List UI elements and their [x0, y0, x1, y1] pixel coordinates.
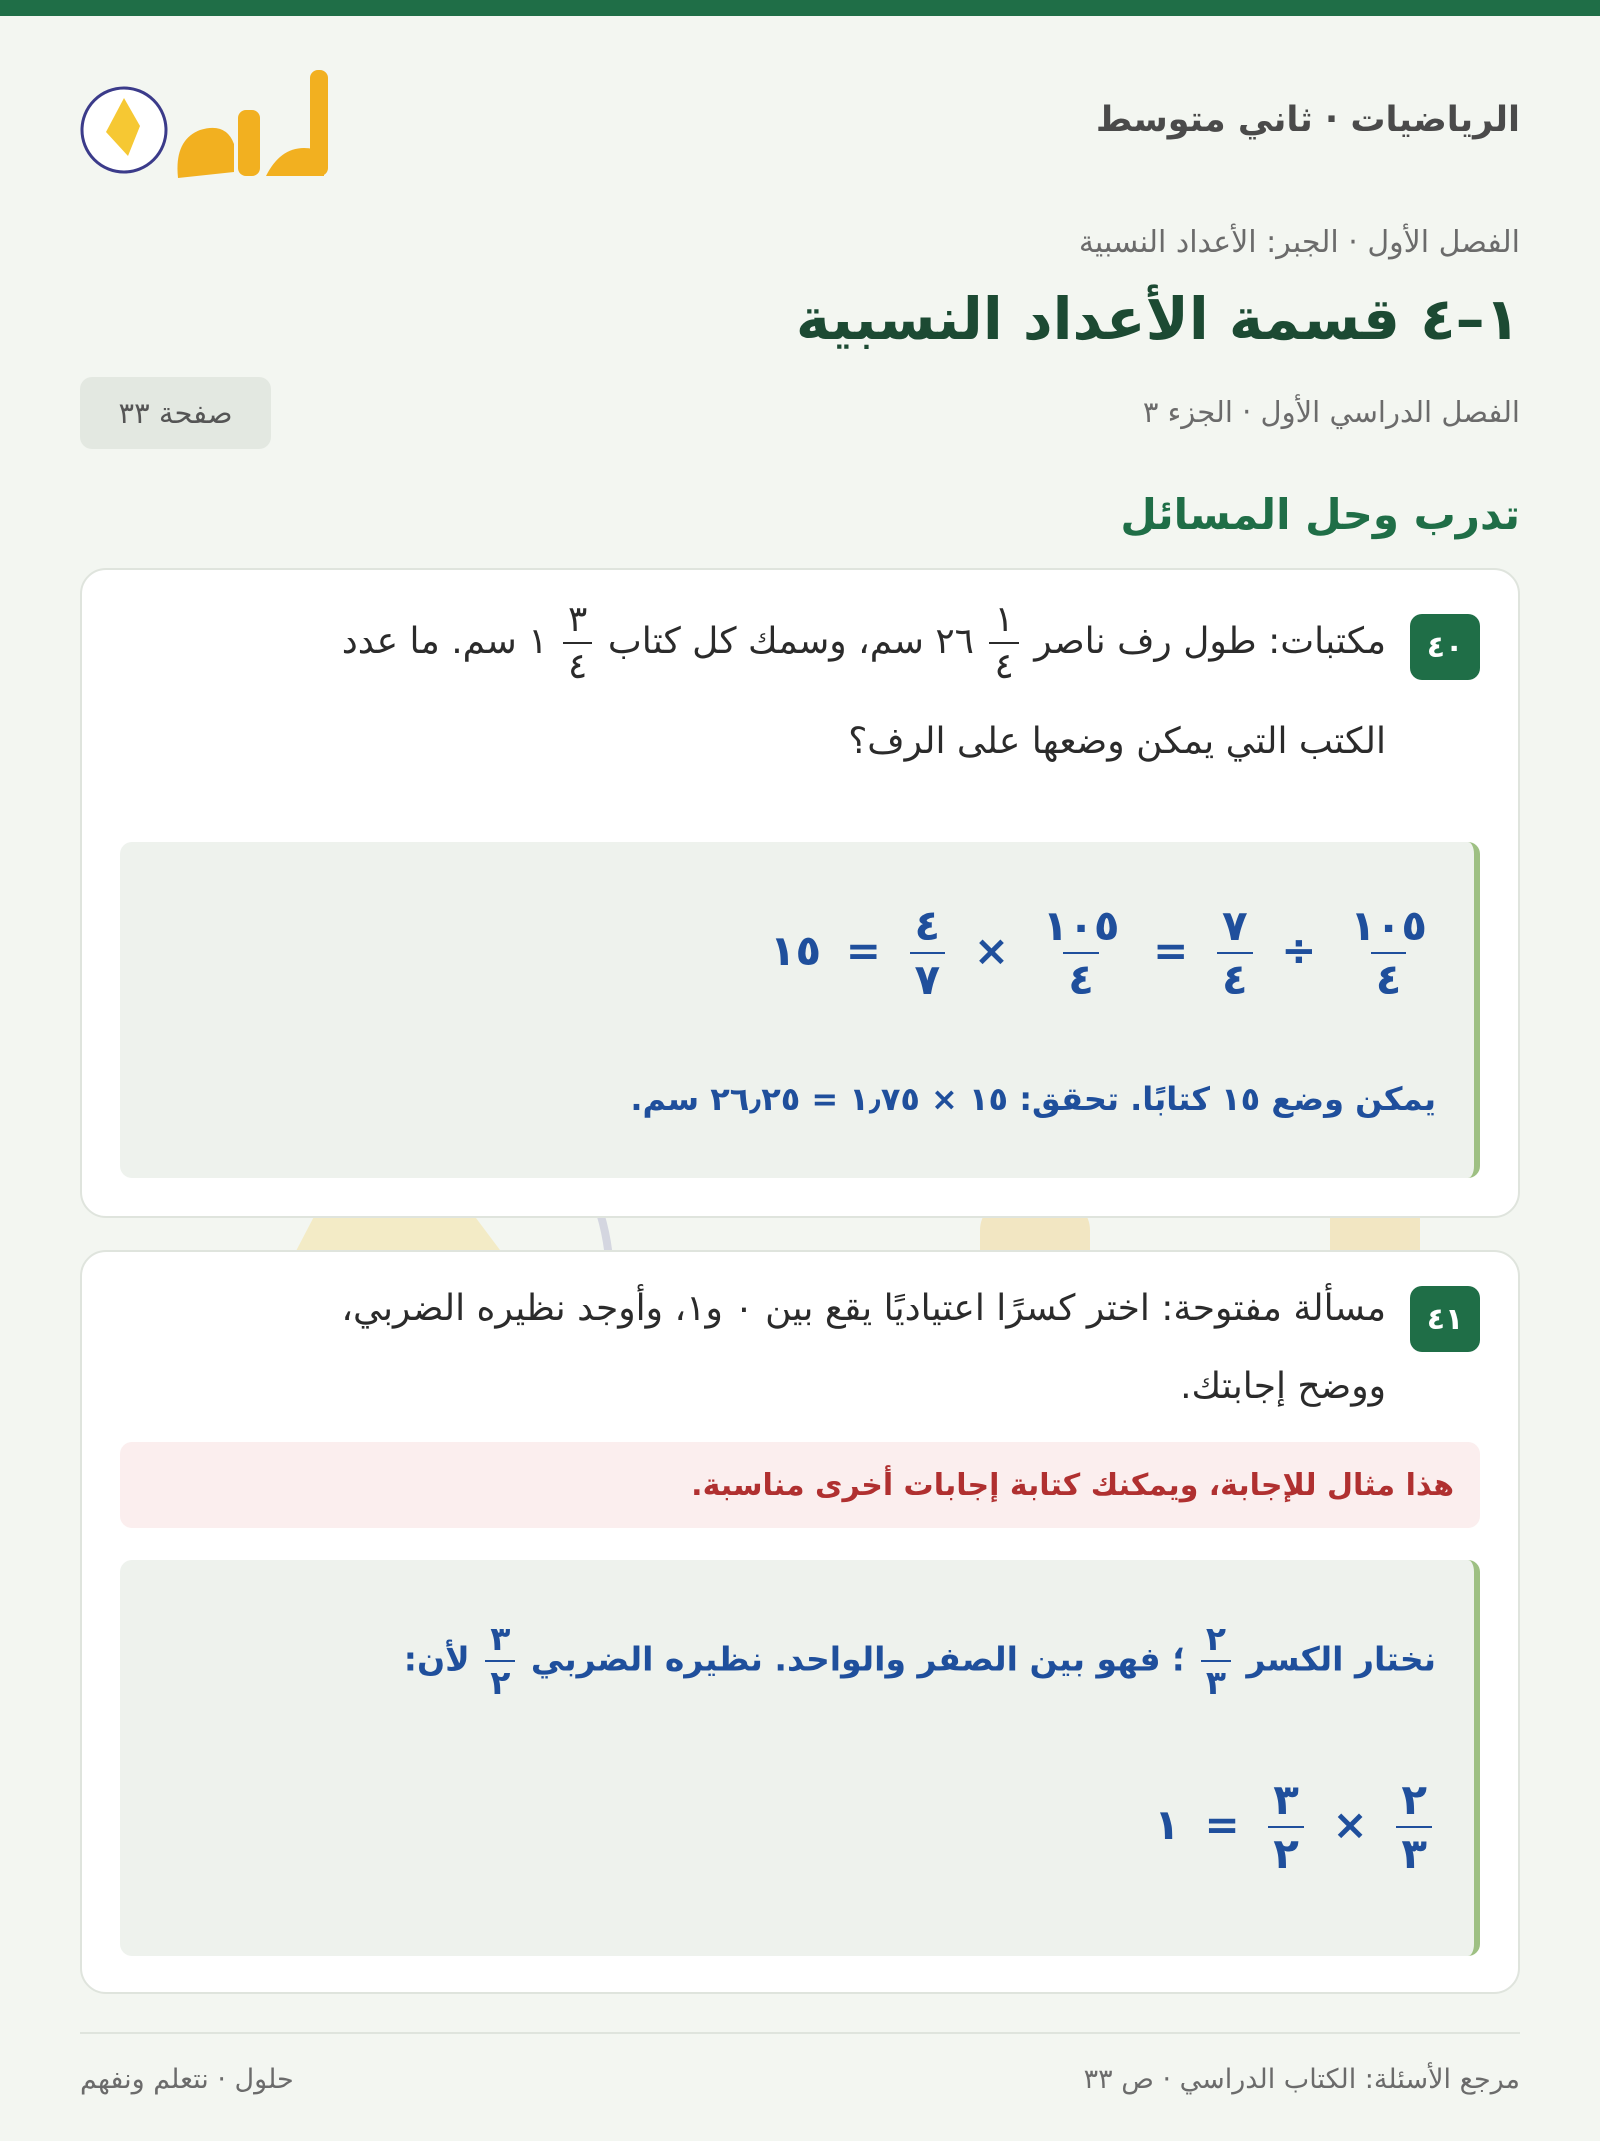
- fraction: [1396, 1776, 1432, 1879]
- solution-box: [120, 842, 1480, 1178]
- fraction: [910, 902, 946, 1005]
- fraction-numerator: ٣: [568, 598, 588, 640]
- fraction-denominator: ٢: [485, 1660, 515, 1702]
- multiply-operator: ×: [973, 925, 1010, 975]
- fraction-numerator: ٣: [1273, 1775, 1299, 1824]
- fraction: [1345, 902, 1432, 1005]
- fraction-denominator: ٧: [910, 952, 946, 1004]
- lesson-title: ١–٤ قسمة الأعداد النسبية: [795, 285, 1520, 353]
- solution-text-part: لأن:: [403, 1639, 470, 1679]
- fraction-denominator: ٣: [1396, 1826, 1432, 1878]
- example-answer-alert: هذا مثال للإجابة، ويمكنك كتابة إجابات أخرى مناسبة.: [120, 1442, 1480, 1528]
- solution-equation: [1154, 1776, 1436, 1879]
- fraction: [1038, 902, 1125, 1005]
- solution-box: [120, 1560, 1480, 1956]
- page-header: [80, 60, 1520, 190]
- question-text-part: ١ سم. ما عدد: [341, 621, 548, 662]
- page-number-badge: صفحة ٣٣: [80, 377, 271, 449]
- fraction-numerator: ١٠٥: [1042, 901, 1120, 950]
- question-line: [342, 592, 1386, 692]
- question-line: مسألة مفتوحة: اختر كسرًا اعتياديًا يقع بين ٠ و١، وأوجد نظيره الضربي،: [341, 1288, 1386, 1329]
- fraction-denominator: ٤: [989, 642, 1018, 687]
- fraction-numerator: ٢: [1205, 1619, 1226, 1658]
- solution-equation: [770, 902, 1436, 1005]
- question-text-part: ٢٦ سم، وسمك كل كتاب: [607, 621, 974, 662]
- equals-operator: =: [1153, 925, 1189, 975]
- fraction-numerator: ٤: [914, 901, 941, 950]
- question-line: الكتب التي يمكن وضعها على الرف؟: [848, 721, 1386, 762]
- fraction: [989, 599, 1018, 688]
- semester-label: الفصل الدراسي الأول · الجزء ٣: [1142, 395, 1520, 429]
- fraction-denominator: ٢: [1268, 1826, 1304, 1878]
- fraction-denominator: ٤: [563, 642, 592, 687]
- question-line: ووضح إجابتك.: [1180, 1366, 1386, 1407]
- question-number-badge: ٤١: [1410, 1286, 1480, 1352]
- question-number-badge: ٤٠: [1410, 614, 1480, 680]
- equation-result: ١٥: [769, 925, 822, 975]
- breadcrumb: الفصل الأول · الجبر: الأعداد النسبية: [1078, 225, 1520, 260]
- footer-source: مرجع الأسئلة: الكتاب الدراسي · ص ٣٣: [1083, 2064, 1520, 2095]
- fraction-denominator: ٤: [1063, 952, 1099, 1004]
- top-accent-bar: [0, 0, 1600, 16]
- equals-operator: =: [1204, 1799, 1240, 1849]
- equation-result: ١: [1154, 1799, 1180, 1849]
- fraction-denominator: ٤: [1217, 952, 1253, 1004]
- solution-explanation: [404, 1620, 1436, 1702]
- solution-text-part: نختار الكسر: [1246, 1639, 1436, 1679]
- fraction-numerator: ٧: [1222, 901, 1248, 950]
- fraction-denominator: ٣: [1201, 1660, 1231, 1702]
- question-text: [342, 592, 1386, 792]
- fraction-numerator: ١: [994, 598, 1014, 640]
- equals-operator: =: [845, 925, 881, 975]
- divide-operator: ÷: [1281, 925, 1317, 975]
- fraction: [1201, 1620, 1231, 1702]
- multiply-operator: ×: [1332, 1799, 1368, 1849]
- subject-label: الرياضيات · ثاني متوسط: [1095, 100, 1520, 140]
- question-card-40: [80, 568, 1520, 1218]
- fraction-numerator: ٢: [1401, 1775, 1427, 1824]
- question-text-part: مكتبات: طول رف ناصر: [1034, 621, 1386, 662]
- fraction: [563, 599, 592, 688]
- solution-text-part: ؛ فهو بين الصفر والواحد. نظيره الضربي: [530, 1639, 1186, 1679]
- hulul-logo: [80, 60, 360, 190]
- footer-brand: حلول · نتعلم ونفهم: [80, 2064, 294, 2095]
- fraction-denominator: ٤: [1371, 952, 1407, 1004]
- fraction: [1217, 902, 1253, 1005]
- section-title: تدرب وحل المسائل: [1120, 490, 1520, 539]
- solution-note: يمكن وضع ١٥ كتابًا. تحقق: ١٥ × ١٫٧٥ = ٢٦٫٢٥ سم.: [630, 1080, 1436, 1118]
- question-card-41: [80, 1250, 1520, 1994]
- fraction-numerator: ٣: [490, 1619, 511, 1658]
- fraction: [485, 1620, 515, 1702]
- footer-divider: [80, 2032, 1520, 2034]
- question-text: [341, 1270, 1386, 1426]
- fraction: [1268, 1776, 1304, 1879]
- fraction-numerator: ١٠٥: [1350, 901, 1427, 950]
